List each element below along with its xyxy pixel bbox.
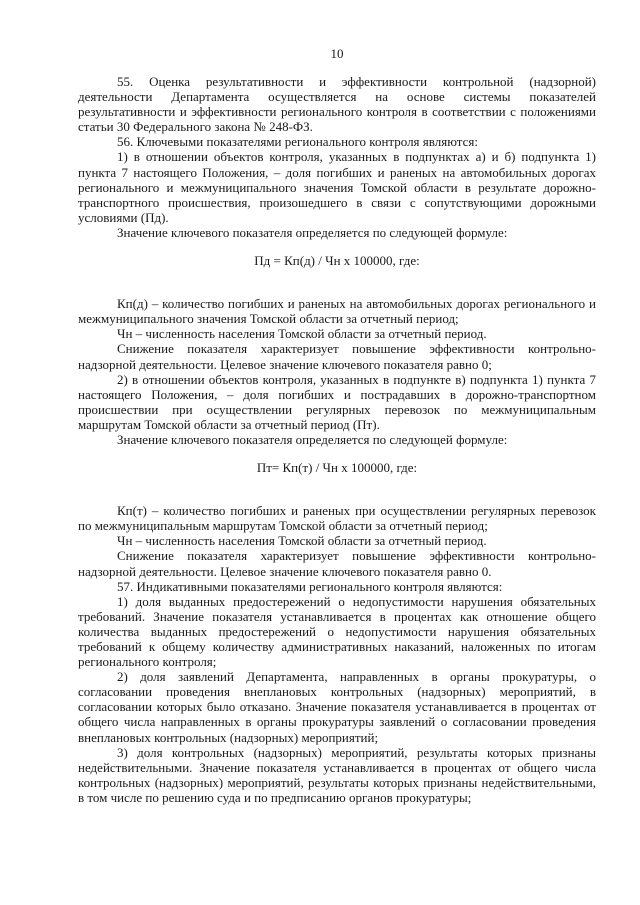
paragraph-57-item-1: 1) доля выданных предостережений о недопустимости нарушения обязательных требований. Значение показателя устанавливается в процентах как отношение общего количества выданных предостережений о недопустимости нарушения обязательных требований к общему количеству административных наказаний, наложенных по итогам регионального контроля;: [78, 593, 596, 670]
paragraph-56-intro: 56. Ключевыми показателями регионального контроля являются:: [117, 134, 478, 150]
paragraph-55: 55. Оценка результативности и эффективности контрольной (надзорной) деятельности Департамента осуществляется на основе системы показателей результативности и эффективности регионального контроля в соответствии с положениями статьи 30 Федерального закона № 248-ФЗ.: [78, 74, 596, 135]
formula-intro: Значение ключевого показателя определяется по следующей формуле:: [117, 224, 508, 240]
target-value-note: Снижение показателя характеризует повышение эффективности контрольно-надзорной деятельности. Целевое значение ключевого показателя равно 0.: [78, 548, 596, 579]
formula-pt: Пт= Кп(т) / Чн х 100000, где:: [256, 460, 418, 476]
definition-chn: Чн – численность населения Томской области за отчетный период.: [117, 533, 487, 549]
paragraph-57-intro: 57. Индикативными показателями регионального контроля являются:: [117, 578, 503, 594]
document-body: [78, 74, 596, 805]
paragraph-57-item-3: 3) доля контрольных (надзорных) мероприятий, результаты которых признаны недействительными. Значение показателя устанавливается в процентах от общего числа контрольных (надзорных) мероприятий, результаты которых признаны недействительными, в том числе по решению суда и по предписанию органов прокуратуры;: [78, 744, 596, 805]
paragraph-56-item-2: 2) в отношении объектов контроля, указанных в подпункте в) подпункта 1) пункта 7 настоящего Положения, – доля погибших и пострадавших в дорожно-транспортном происшествии при осуществлении регулярных перевозок по межмуниципальным маршрутам Томской области за отчетный период (Пт).: [78, 371, 596, 432]
definition-kpt: Кп(т) – количество погибших и раненых при осуществлении регулярных перевозок по межмуниципальным маршрутам Томской области за отчетный период;: [78, 503, 596, 534]
formula-pd: Пд = Кп(д) / Чн х 100000, где:: [254, 253, 420, 269]
paragraph-57-item-2: 2) доля заявлений Департамента, направленных в органы прокуратуры, о согласовании проведения внеплановых контрольных (надзорных) мероприятий, в согласовании которых было отказано. Значение показателя устанавливается в процентах от общего числа направленных в органы прокуратуры заявлений о согласовании проведения внеплановых контрольных (надзорных) мероприятий;: [78, 669, 596, 745]
paragraph-56-item-1: 1) в отношении объектов контроля, указанных в подпунктах а) и б) подпункта 1) пункта 7 настоящего Положения, – доля погибших и раненых на автомобильных дорогах регионального и межмуниципального значения Томской области в результате дорожно-транспортного происшествия, произошедшего в связи с сопутствующими дорожными условиями (Пд).: [78, 149, 596, 225]
definition-kpd: Кп(д) – количество погибших и раненых на автомобильных дорогах регионального и межмуниципального значения Томской области за отчетный период;: [78, 296, 596, 327]
definition-chn: Чн – численность населения Томской области за отчетный период.: [117, 326, 487, 342]
page-number: 10: [330, 46, 344, 61]
formula-intro: Значение ключевого показателя определяется по следующей формуле:: [117, 431, 508, 447]
target-value-note: Снижение показателя характеризует повышение эффективности контрольно-надзорной деятельности. Целевое значение ключевого показателя равно 0;: [78, 341, 596, 372]
